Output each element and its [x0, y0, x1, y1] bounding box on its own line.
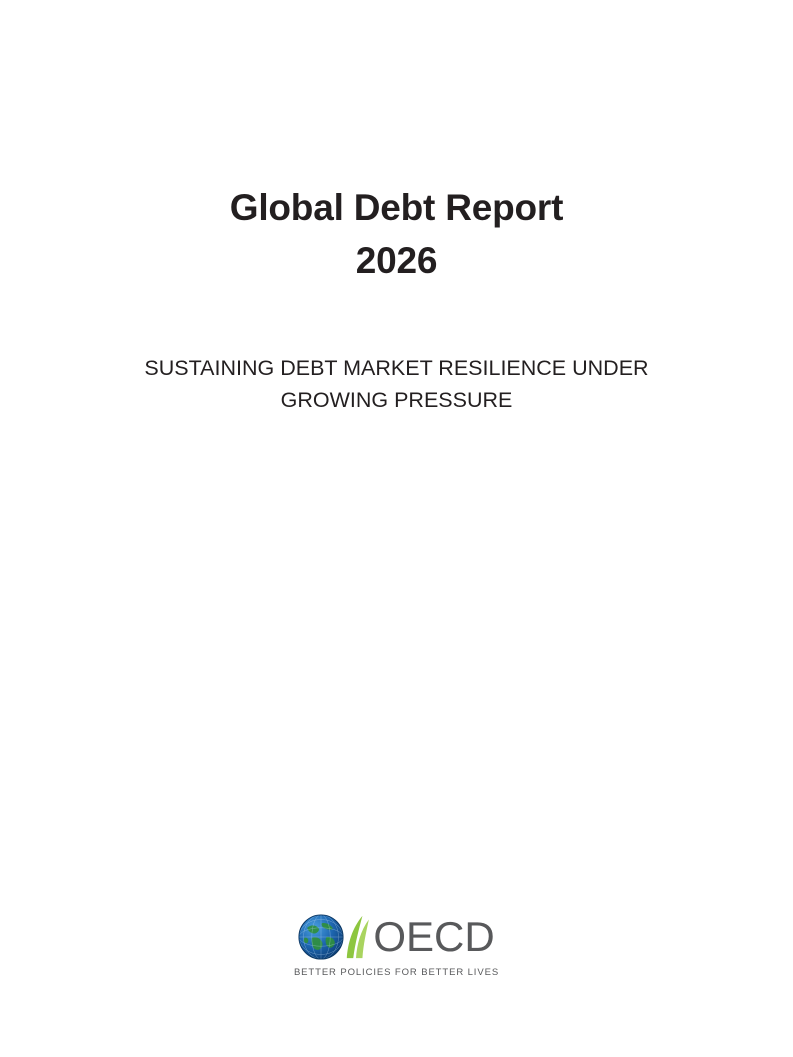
page-title-line-2: 2026 [355, 239, 438, 281]
page-title-line-1: Global Debt Report [229, 187, 564, 228]
swoosh-icon [344, 914, 371, 960]
globe-icon [298, 914, 344, 960]
logo-row [298, 912, 494, 962]
oecd-logo [0, 912, 793, 978]
oecd-wordmark: OECD [373, 913, 495, 960]
page-title [0, 182, 793, 287]
logo-tagline: BETTER POLICIES FOR BETTER LIVES [293, 967, 500, 978]
subtitle-block [0, 352, 793, 417]
title-block [0, 182, 793, 287]
page-subtitle: SUSTAINING DEBT MARKET RESILIENCE UNDER GROWING PRESSURE [144, 356, 649, 413]
